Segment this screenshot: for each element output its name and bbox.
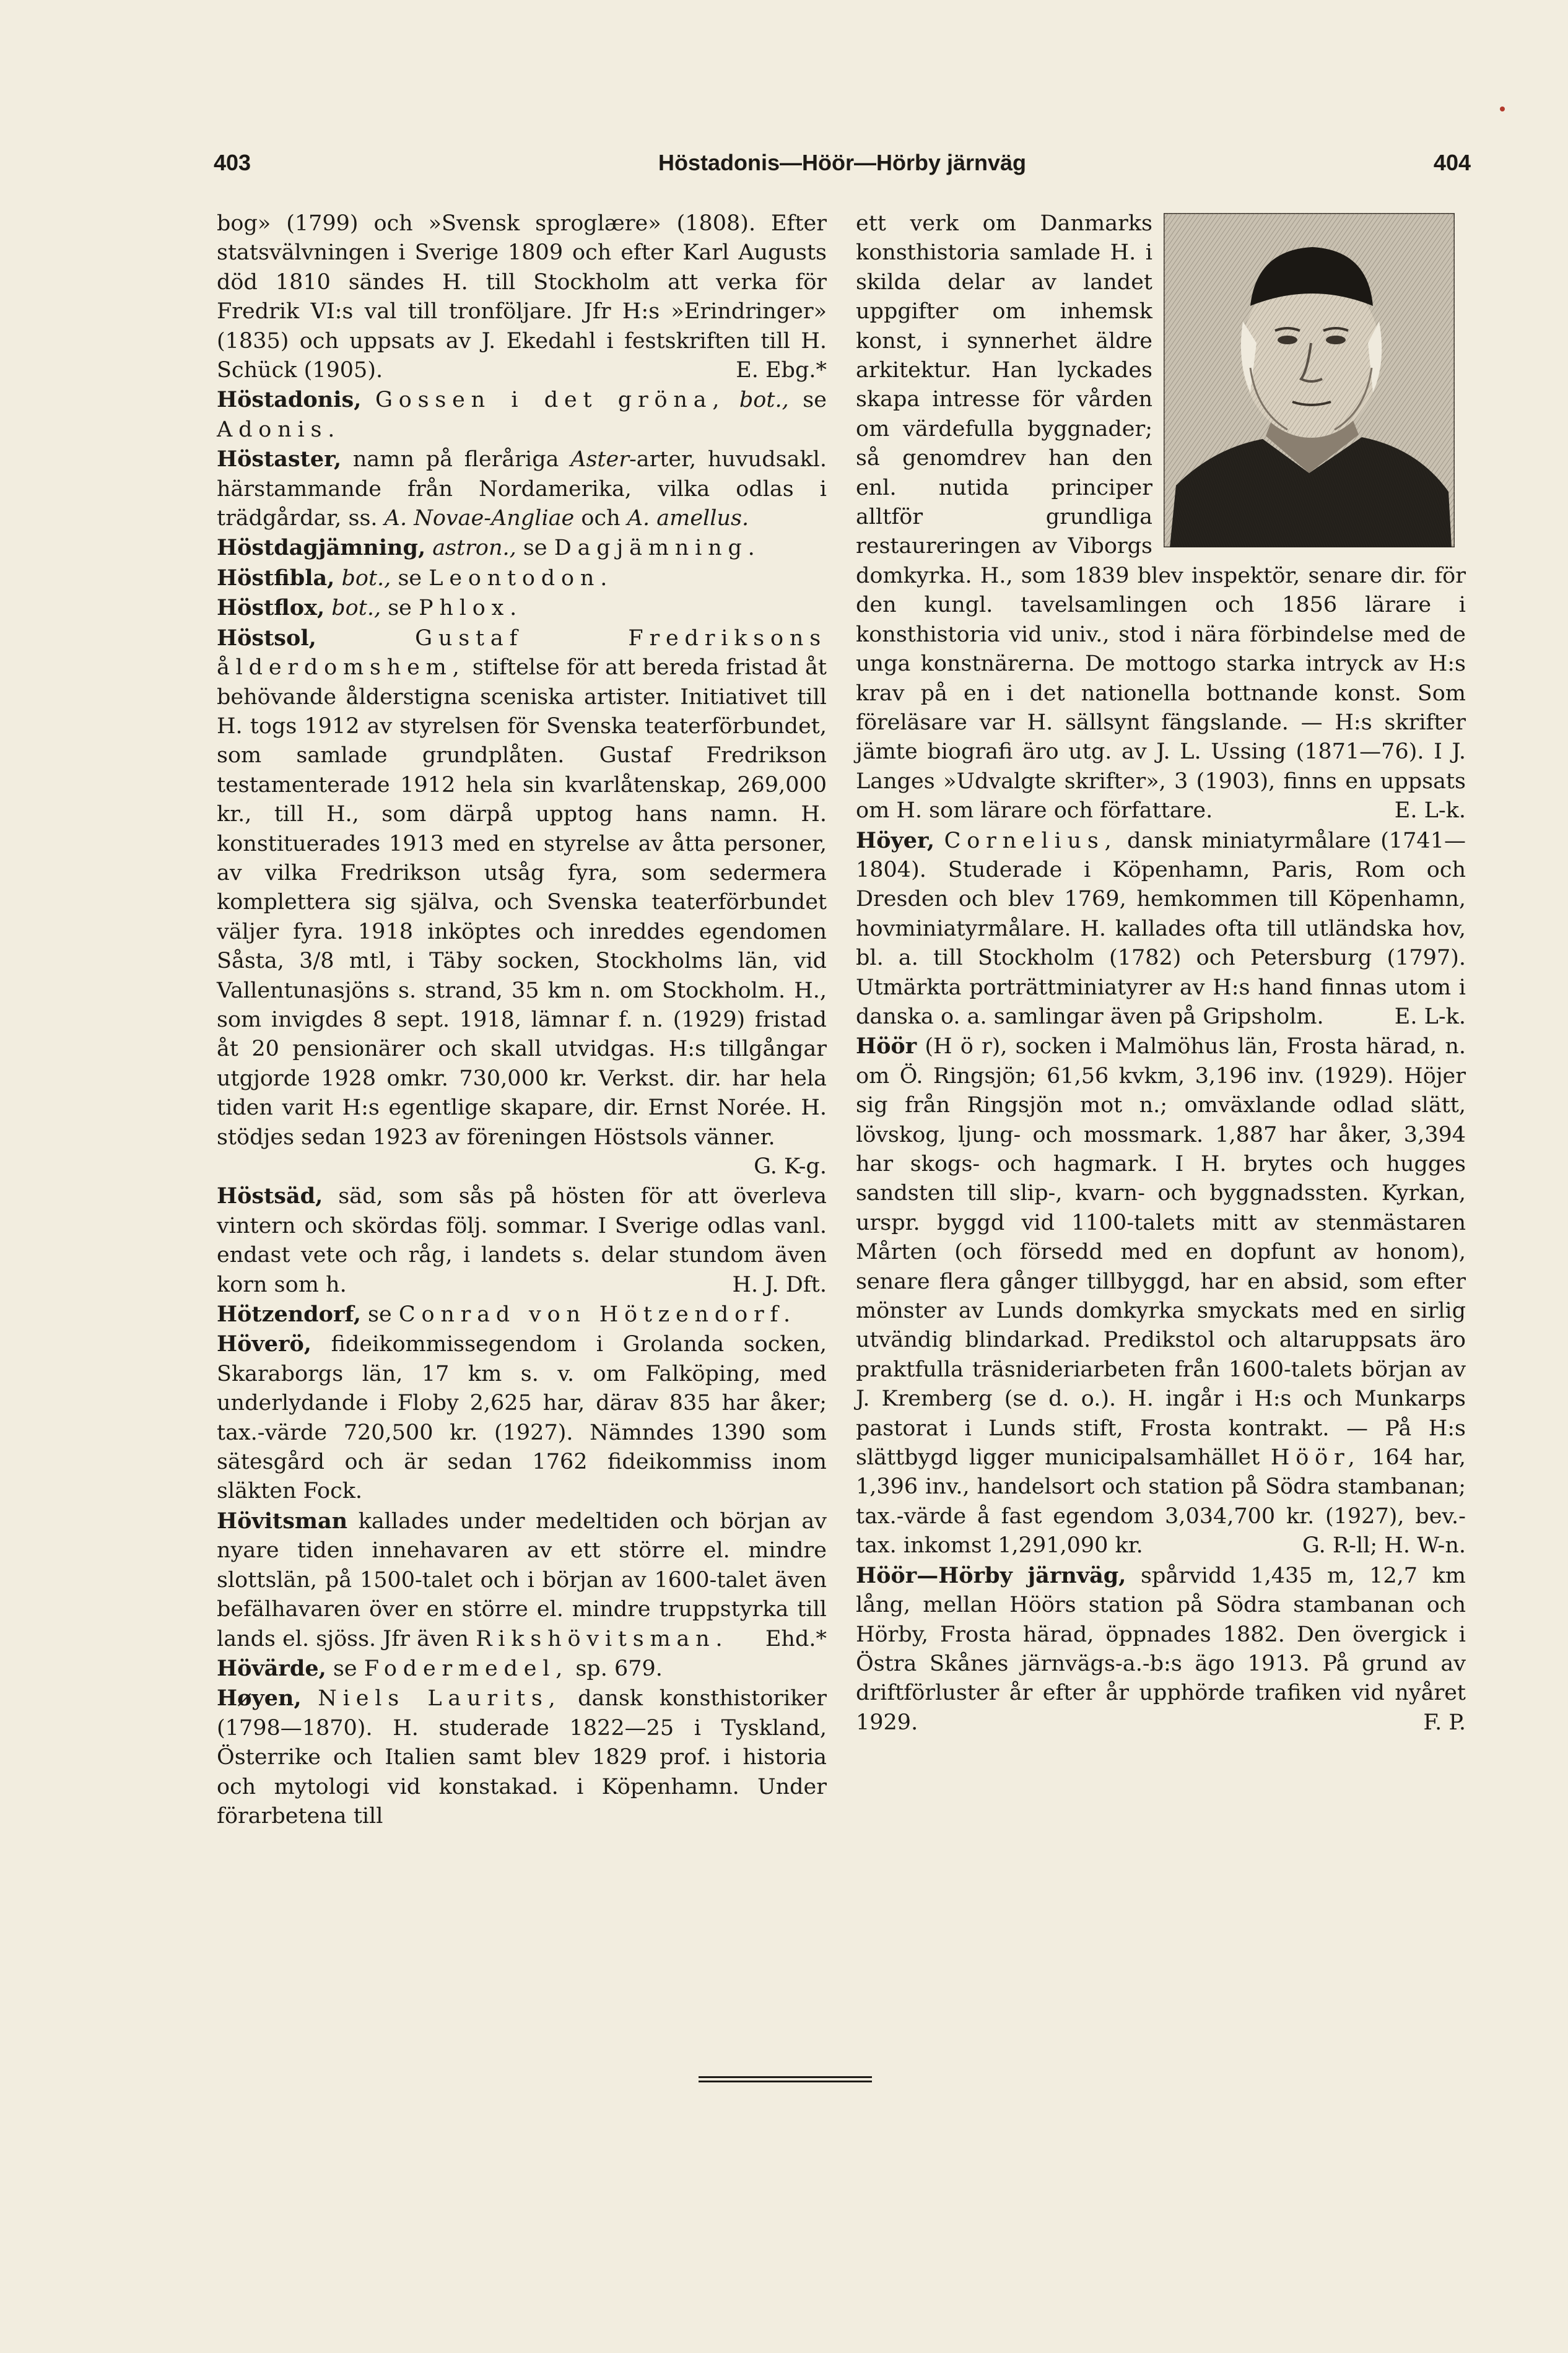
headword: Höör—Hörby järnväg, xyxy=(856,1562,1126,1588)
entry-hostsol: Höstsol, Gustaf Fredriksons ålderdomshem, stiftelse för att bereda fristad åt behövande ålderstigna sceniska artister. Initiativet till H. togs 1912 av styrelsen för Svenska teaterförbundet, som samlade grundplåten. Gustaf Fredrikson testamenterade 1912 hela sin kvarlåtenskap, 269,000 kr., till H., som därpå upptog hans namn. H. konstituerades 1913 med en styrelse av åtta personer, av vilka Fredrikson utsåg fyra, som sedermera komplettera sig själva, och Svenska teaterförbundet väljer fyra. 1918 inköptes och inreddes egendomen Såsta, 3/8 mtl, i Täby socken, Stockholms län, vid Vallentunasjöns s. strand, 35 km n. om Stockholm. H., som invigdes 8 sept. 1918, lämnar f. n. (1929) fristad åt 20 pensionärer och skall utvidgas. H:s tillgångar utgjorde 1928 omkr. 730,000 kr. Verkst. dir. har hela tiden varit H:s egentlige skapare, dir. Ernst Norée. H. stödjes sedan 1923 av föreningen Höstsols vänner. G. K-g. xyxy=(217,624,827,1152)
portrait-figure xyxy=(1164,213,1466,547)
signature: E. Ebg.* xyxy=(736,358,827,383)
entry-hoyen-continuation: ett verk om Danmarks konsthistoria samlade H. i skilda delar av landet uppgifter om inhemsk konst, i synnerhet äldre arkitektur. Han lyckades skapa intresse för vården om värdefulla byggnader; så genomdrev han den enl. nutida principer alltför grundliga restaureringen av Viborgs domkyrka. H., som 1839 blev inspektör, senare dir. för den kungl. tavelsamlingen och 1856 lärare i konsthistoria vid univ., stod i nära förbindelse med de unga konstnärerna. De mottogo starka intryck av H:s krav på en i det nationella bottnande konst. Som föreläsare var H. sällsynt fängslande. — H:s skrifter jämte biografi äro utg. av J. L. Ussing (1871—76). I J. Langes »Udvalgte skrifter», 3 (1903), finns en uppsats om H. som lärare och författare. E. L-k. xyxy=(856,209,1466,826)
entry-hoor-horby-jarnvag: Höör—Hörby järnväg, spårvidd 1,435 m, 12,7 km lång, mellan Höörs station på Södra stambanan och Hörby, Frosta härad, öppnades 1882. Den övergick i Östra Skånes järnvägs-a.-b:s ägo 1913. På grund av driftförluster år efter år upphörde trafiken vid nyåret 1929. F. P. xyxy=(856,1561,1466,1738)
cross-reference: Conrad von Hötzendorf. xyxy=(398,1302,796,1328)
portrait-engraving-icon xyxy=(1164,213,1455,547)
signature: F. P. xyxy=(1423,1710,1466,1735)
entry-hoyer: Höyer, Cornelius, dansk miniatyrmålare (1741—1804). Studerade i Köpenhamn, Paris, Rom och Dresden och blev 1769, hemkommen till Köpenhamn, hovminiatyrmålare. H. kallades ofta till utländska hov, bl. a. till Stockholm (1782) och Petersburg (1797). Utmärkta porträttminiatyrer av H:s hand finnas utom i danska o. a. samlingar även på Gripsholm. E. L-k. xyxy=(856,826,1466,1032)
entry-hostflox: Höstflox, bot., se Phlox. xyxy=(217,595,523,621)
end-rule xyxy=(699,2076,872,2087)
running-title: Höstadonis—Höör—Hörby järnväg xyxy=(658,150,1027,175)
entry-hoor: Höör (H ö r), socken i Malmöhus län, Frosta härad, n. om Ö. Ringsjön; 61,56 kvkm, 3,196 inv. (1929). Höjer sig från Ringsjön mot n.; omväxlande odlad slätt, lövskog, ljung- och mossmark. 1,887 har åker, 3,394 har skogs- och hagmark. I H. brytes och hugges sandsten till slip-, kvarn- och byggnadssten. Kyrkan, urspr. byggd vid 1100-talets mitt av stenmästaren Mårten (och försedd med en dopfunt av honom), senare flera gånger tillbyggd, har en absid, som efter mönster av Lunds domkyrka smyckats med en sirlig utvändig blindarkad. Predikstol och altaruppsats äro praktfulla träsnideriarbeten från 1600-talets början av J. Kremberg (se d. o.). H. ingår i H:s och Munkarps pastorat i Lunds stift, Frosta kontrakt. — På H:s slättbygd ligger municipalsamhället Höör, 164 har, 1,396 inv., handelsort och station på Södra stambanan; tax.-värde å fast egendom 3,034,700 kr. (1927), bev.-tax. inkomst 1,291,090 kr. G. R-ll; H. W-n. xyxy=(856,1032,1466,1560)
rule-line xyxy=(699,2081,872,2082)
headword: Höstsäd, xyxy=(217,1183,323,1209)
headword: Høyen, xyxy=(217,1685,302,1711)
signature: G. K-g. xyxy=(754,1154,827,1179)
cross-reference: Fodermedel, xyxy=(364,1656,569,1681)
headword: Höstdagjämning, xyxy=(217,535,426,561)
cross-reference: Rikshövitsman. xyxy=(476,1626,729,1651)
cross-reference: Höör, xyxy=(1270,1445,1361,1471)
left-column xyxy=(217,209,827,1831)
signature: Ehd.* xyxy=(765,1626,827,1651)
cross-reference: Phlox. xyxy=(419,596,523,621)
headword: Höyer, xyxy=(856,827,935,853)
headword: Höör xyxy=(856,1033,917,1059)
right-column xyxy=(856,209,1466,1738)
headword: Hövärde, xyxy=(217,1655,326,1681)
headword: Höstflox, xyxy=(217,595,325,621)
entry-hostdagjamning: Höstdagjämning, astron., se Dagjämning. xyxy=(217,535,761,561)
cross-reference: Leontodon. xyxy=(429,565,614,591)
signature: E. L-k. xyxy=(1394,1004,1466,1029)
headword: Hötzendorf, xyxy=(217,1302,361,1328)
entry-continuation: bog» (1799) och »Svensk sproglære» (1808). Efter statsvälvningen i Sverige 1809 och efter Karl Augusts död 1810 sändes H. till Stockholm att verka för Fredrik VI:s val till tronföljare. Jfr H:s »Erindringer» (1835) och uppsats av J. Ekedahl i festskriften till H. Schück (1905). E. Ebg.* xyxy=(217,209,827,385)
signature: G. R-ll; H. W-n. xyxy=(1302,1533,1466,1559)
page-number-right: 404 xyxy=(1433,150,1471,175)
entry-hotzendorf: Hötzendorf, se Conrad von Hötzendorf. xyxy=(217,1302,796,1328)
entry-hovitsman: Hövitsman kallades under medeltiden och början av nyare tiden innehavaren av ett större el. mindre slottslän, på 1500-talet och i början av 1600-talet även befälhavaren över en större el. mindre truppstyrka till lands el. sjöss. Jfr även Rikshövitsman. Ehd.* xyxy=(217,1507,827,1654)
ink-dot xyxy=(1500,107,1505,111)
entry-hovero: Höverö, fideikommissegendom i Grolanda socken, Skaraborgs län, 17 km s. v. om Falköping, med underlydande i Floby 2,625 har, därav 835 har åker; tax.-värde 720,500 kr. (1927). Nämndes 1390 som sätesgård och är sedan 1762 fideikommiss inom släkten Fock. xyxy=(217,1331,827,1504)
cross-reference: Adonis. xyxy=(217,417,341,442)
headword: Höstsol, xyxy=(217,625,316,651)
signature: E. L-k. xyxy=(1394,798,1466,824)
headword: Höverö, xyxy=(217,1331,311,1357)
headword: Höstadonis, xyxy=(217,387,362,413)
entry-hostfibla: Höstfibla, bot., se Leontodon. xyxy=(217,565,614,591)
entry-hostadonis: Höstadonis, Gossen i det gröna, bot., se Adonis. xyxy=(217,387,827,442)
headword: Hövitsman xyxy=(217,1508,348,1534)
headword: Höstfibla, xyxy=(217,565,335,591)
entry-hoyen: Høyen, Niels Laurits, dansk konsthistoriker (1798—1870). H. studerade 1822—25 i Tyskland, Österrike och Italien samt blev 1829 prof. i historia och mytologi vid konstakad. i Köpenhamn. Under förarbetena till xyxy=(217,1685,827,1829)
signature: H. J. Dft. xyxy=(732,1272,827,1297)
entry-hovarde: Hövärde, se Fodermedel, sp. 679. xyxy=(217,1655,663,1681)
entry-hostaster: Höstaster, namn på fleråriga Aster-arter, huvudsakl. härstammande från Nordamerika, vilka odlas i trädgårdar, ss. A. Novae-Angliae och A. amellus. xyxy=(217,446,827,531)
rule-line xyxy=(699,2076,872,2078)
page-header xyxy=(214,150,1471,187)
entry-hostsad: Höstsäd, säd, som sås på hösten för att överleva vintern och skördas följ. sommar. I Sverige odlas vanl. endast vete och råg, i landets s. delar stundom även korn som h. H. J. Dft. xyxy=(217,1181,827,1300)
headword: Höstaster, xyxy=(217,446,342,472)
cross-reference: Dagjämning. xyxy=(554,536,761,561)
page-number-left: 403 xyxy=(214,150,251,175)
